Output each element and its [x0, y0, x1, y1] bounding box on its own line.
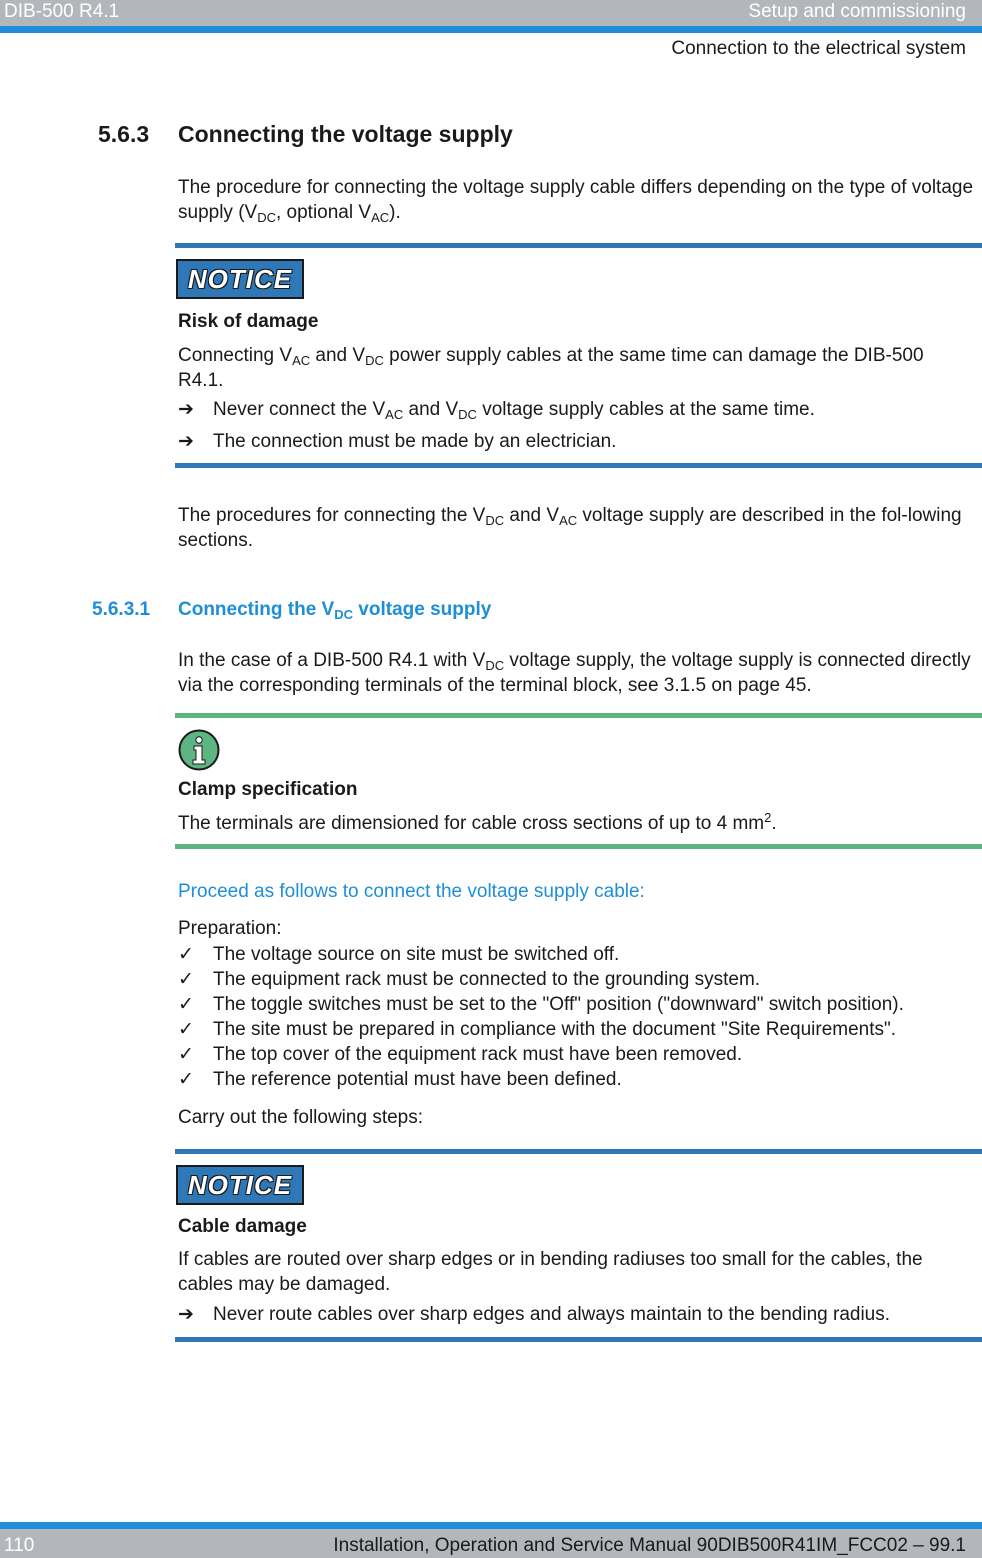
- check-icon: ✓: [178, 944, 194, 965]
- notice-title: Risk of damage: [178, 311, 319, 332]
- header-rule: [0, 26, 982, 33]
- notice-title: Cable damage: [178, 1216, 307, 1237]
- subsection-body: In the case of a DIB-500 R4.1 with $V_{DC}$ voltage supply, the voltage supply is connected directly via the corresponding terminals of the terminal block, see 3.1.5 on page 45.: [178, 650, 971, 696]
- notice-bottom-rule: [175, 1337, 982, 1342]
- footer-rule: [0, 1522, 982, 1529]
- info-bottom-rule: [175, 844, 982, 849]
- info-icon: [178, 729, 220, 771]
- notice-top-rule: [175, 1149, 982, 1154]
- check-icon: ✓: [178, 994, 194, 1015]
- arrow-icon: ➔: [178, 431, 194, 452]
- arrow-icon: ➔: [178, 399, 194, 420]
- check-icon: ✓: [178, 1019, 194, 1040]
- notice-body: Connecting $V_{AC}$ and $V_{DC}$ power supply cables at the same time can damage the DIB-500 R4.1.: [178, 345, 924, 391]
- info-title: Clamp specification: [178, 779, 358, 800]
- section-number: 5.6.3: [98, 121, 150, 147]
- page-number: 110: [4, 1535, 35, 1556]
- subsection-number: 5.6.3.1: [92, 599, 151, 620]
- notice-bottom-rule: [175, 463, 982, 468]
- steps-label: Carry out the following steps:: [178, 1107, 424, 1128]
- notice-body: If cables are routed over sharp edges or in bending radiuses too small for the cables, the cables may be damaged.: [178, 1249, 923, 1295]
- notice-top-rule: [175, 243, 982, 248]
- info-body: The terminals are dimensioned for cable cross sections of up to 4 $mm^2$.: [178, 810, 777, 834]
- notice-badge: NOTICE: [176, 1165, 304, 1205]
- header-chapter: Setup and commissioning: [748, 1, 966, 22]
- section-title: Connecting the voltage supply: [178, 121, 513, 147]
- arrow-icon: ➔: [178, 1304, 194, 1325]
- footer-manual-title: Installation, Operation and Service Manual 90DIB500R41IM_FCC02 – 99.1: [333, 1535, 966, 1556]
- procedures-paragraph: The procedures for connecting the $V_{DC}$ and $V_{AC}$ voltage supply are described in the fol-lowing sections.: [178, 505, 962, 551]
- info-top-rule: [175, 713, 982, 718]
- section-intro: The procedure for connecting the voltage supply cable differs depending on the type of voltage supply ($V_{DC}$, optional $V_{AC}$).: [178, 177, 974, 225]
- header-section: Connection to the electrical system: [671, 38, 966, 59]
- check-icon: ✓: [178, 1069, 194, 1090]
- procedure-intro: Proceed as follows to connect the voltage supply cable:: [178, 881, 645, 902]
- header-doc-name: DIB-500 R4.1: [4, 1, 120, 22]
- check-icon: ✓: [178, 1044, 194, 1065]
- notice-badge: NOTICE: [176, 259, 304, 299]
- subsection-title: Connecting the $V_{DC}$ voltage supply: [178, 599, 492, 622]
- check-icon: ✓: [178, 969, 194, 990]
- preparation-label: Preparation:: [178, 918, 282, 939]
